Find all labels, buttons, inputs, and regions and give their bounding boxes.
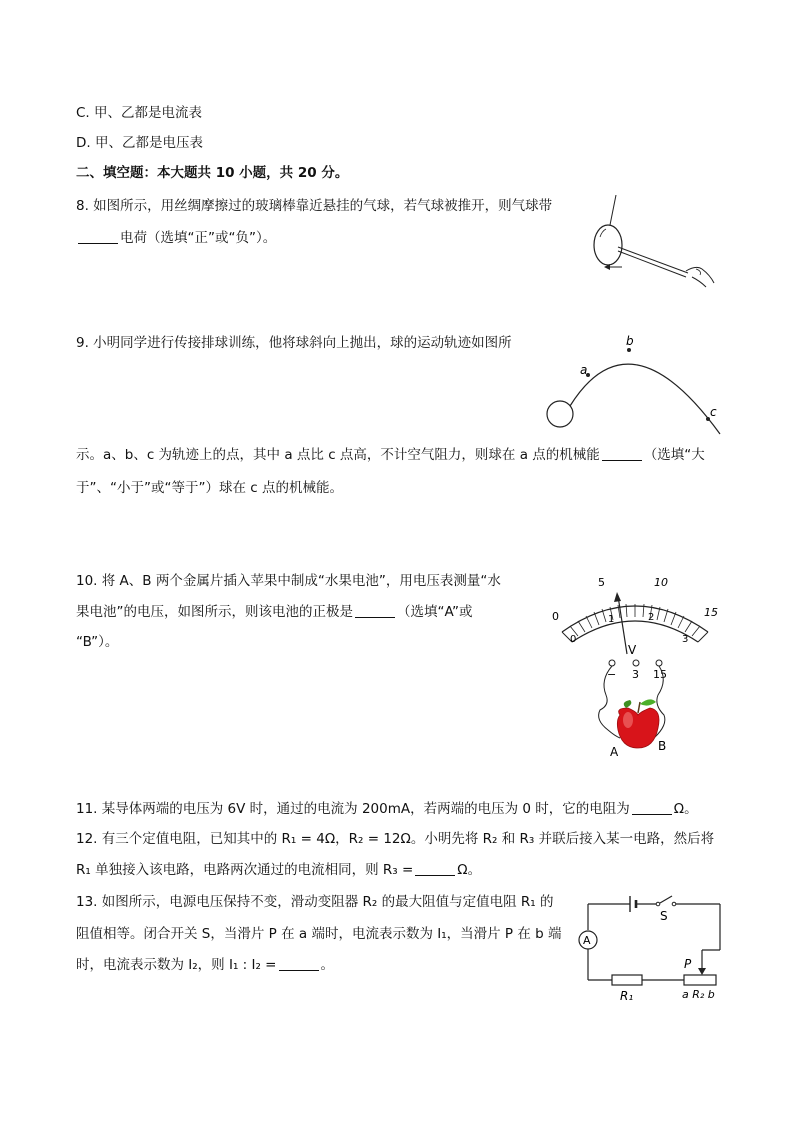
q8-figure-balloon-rod — [588, 195, 728, 295]
q12-line1: 12. 有三个定值电阻，已知其中的 R₁ = 4Ω，R₂ = 12Ω。小明先将 R₂ 和 R₃ 并联后接入某一电路，然后将 — [76, 831, 715, 847]
q8-line2: 电荷（选填“正”或“负”）。 — [76, 229, 276, 247]
q9-answer-blank[interactable] — [602, 446, 642, 461]
q9-line1: 9. 小明同学进行传接排球训练，他将球斜向上抛出，球的运动轨迹如图所 — [76, 335, 512, 351]
lower-tick-2: 2 — [648, 612, 655, 623]
option-d: D. 甲、乙都是电压表 — [76, 135, 203, 151]
q10-figure-voltmeter-apple — [540, 570, 730, 765]
q9-figure-trajectory — [540, 330, 730, 442]
upper-tick-5: 5 — [598, 576, 605, 589]
upper-tick-15: 15 — [704, 606, 718, 619]
terminal-minus: − — [607, 668, 617, 681]
upper-tick-0: 0 — [552, 610, 559, 623]
electrode-a-label: A — [610, 745, 619, 759]
q12-line2: R₁ 单独接入该电路，电路两次通过的电流相同，则 R₃ = Ω。 — [76, 862, 482, 878]
electrode-b-label: B — [658, 739, 667, 753]
lower-tick-0: 0 — [570, 634, 577, 645]
q10-line2: 果电池”的电压，如图所示，则该电池的正极是 （选填“A”或 — [76, 604, 473, 620]
ammeter-label: A — [583, 934, 591, 947]
lower-tick-3: 3 — [682, 634, 689, 645]
q8-answer-blank[interactable] — [78, 229, 118, 244]
option-c: C. 甲、乙都是电流表 — [76, 105, 203, 121]
q9-line3: 于”、“小于”或“等于”）球在 c 点的机械能。 — [76, 480, 343, 496]
terminal-15: 15 — [653, 668, 667, 681]
q13-line1: 13. 如图所示，电源电压保持不变，滑动变阻器 R₂ 的最大阻值与定值电阻 R₁ 的 — [76, 894, 554, 910]
section-title: 二、填空题：本大题共 10 小题，共 20 分。 — [76, 165, 349, 181]
r1-label: R₁ — [620, 989, 634, 1003]
q10-line3: “B”）。 — [76, 634, 119, 650]
upper-tick-10: 10 — [654, 576, 668, 589]
point-b-label: b — [626, 334, 634, 348]
q8-line1: 8. 如图所示，用丝绸摩擦过的玻璃棒靠近悬挂的气球，若气球被推开，则气球带 — [76, 198, 553, 214]
q10-answer-blank[interactable] — [355, 603, 395, 618]
q11-line: 11. 某导体两端的电压为 6V 时，通过的电流为 200mA，若两端的电压为 0 时，它的电阻为 Ω。 — [76, 801, 698, 817]
q13-figure-circuit — [570, 890, 730, 1010]
q13-line3: 时，电流表示数为 I₂，则 I₁ : I₂ = 。 — [76, 957, 334, 973]
meter-symbol: V — [628, 643, 637, 657]
switch-label: S — [660, 909, 668, 923]
q9-line2: 示。a、b、c 为轨迹上的点，其中 a 点比 c 点高，不计空气阻力，则球在 a 点的机械能 （选填“大 — [76, 447, 705, 463]
q13-answer-blank[interactable] — [279, 956, 319, 971]
q13-line2: 阻值相等。闭合开关 S，当滑片 P 在 a 端时，电流表示数为 I₁，当滑片 P 在 b 端 — [76, 926, 562, 942]
point-a-label: a — [580, 363, 588, 377]
q12-answer-blank[interactable] — [415, 861, 455, 876]
q10-line1: 10. 将 A、B 两个金属片插入苹果中制成“水果电池”，用电压表测量“水 — [76, 573, 501, 589]
slider-label: P — [684, 957, 692, 971]
terminal-3: 3 — [632, 668, 639, 681]
q11-answer-blank[interactable] — [632, 800, 672, 815]
lower-tick-1: 1 — [608, 614, 615, 625]
point-c-label: c — [710, 405, 717, 419]
r2-label: a R₂ b — [682, 988, 715, 1001]
